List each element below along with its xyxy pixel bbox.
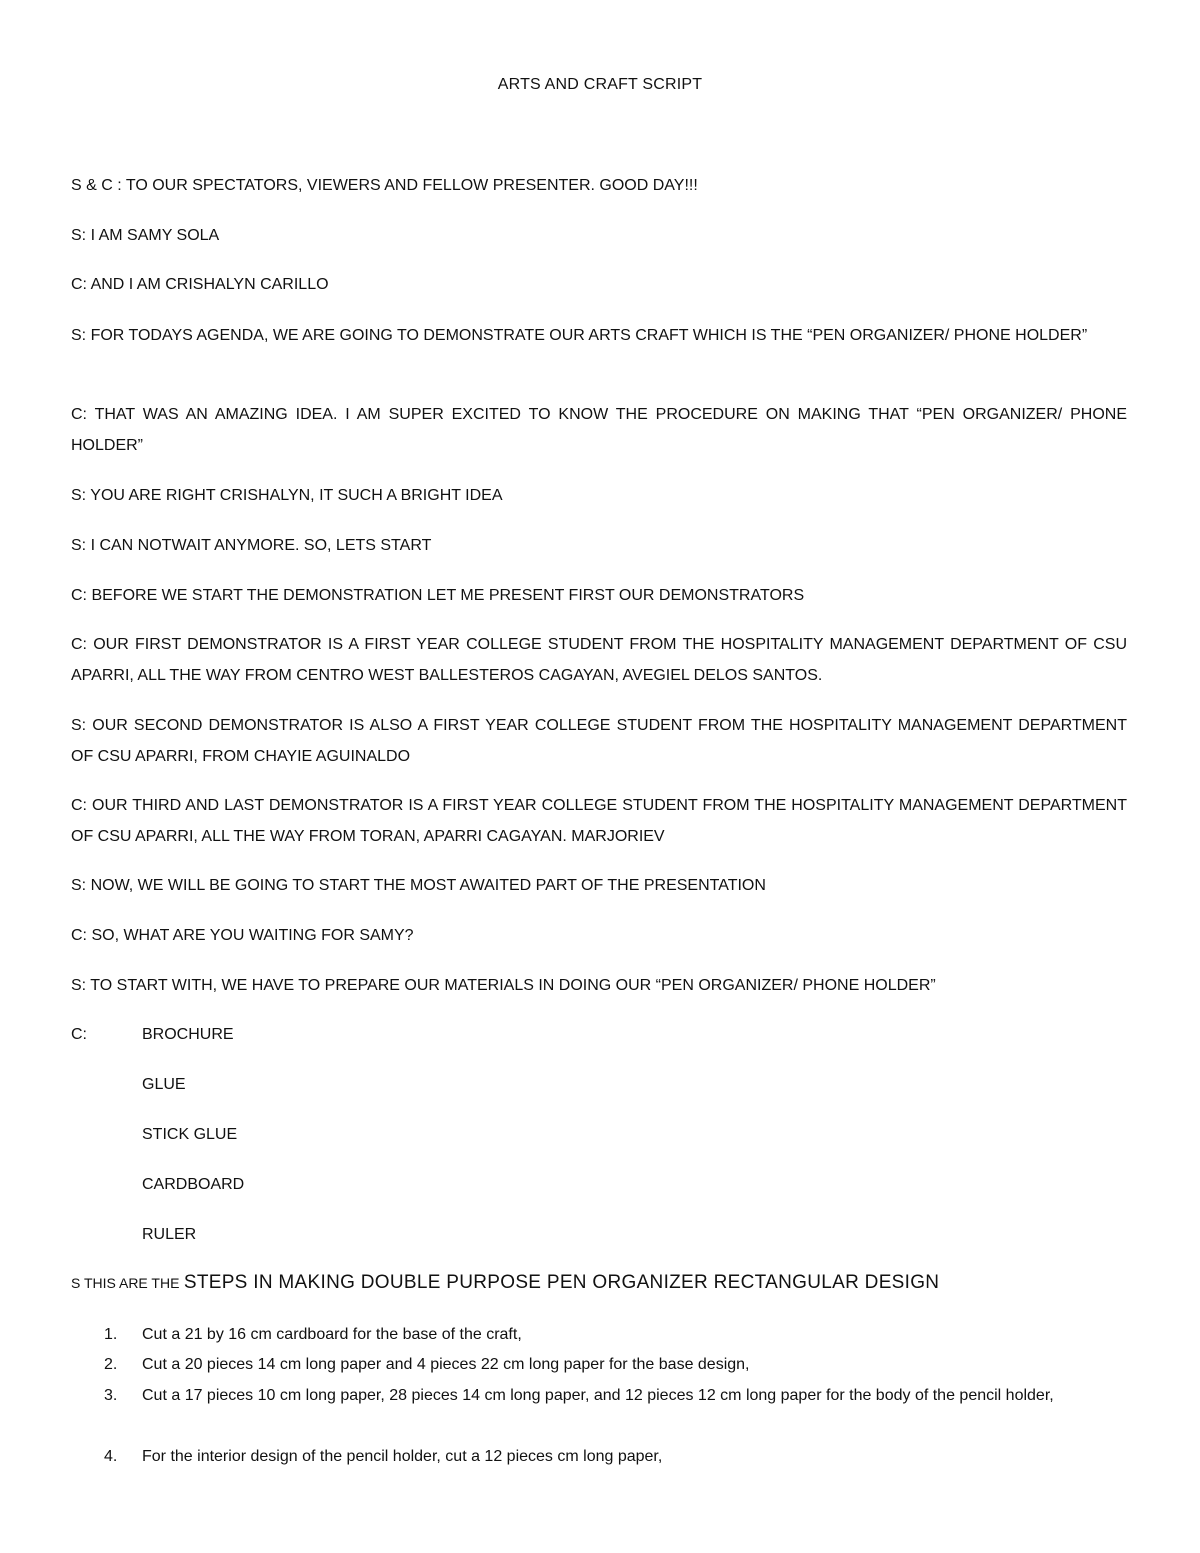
step-item bbox=[104, 1442, 1114, 1472]
materials-label: C: bbox=[71, 1026, 87, 1043]
script-line: C: SO, WHAT ARE YOU WAITING FOR SAMY? bbox=[71, 927, 414, 944]
script-line: S: NOW, WE WILL BE GOING TO START THE MOST AWAITED PART OF THE PRESENTATION bbox=[71, 877, 766, 894]
script-paragraph: S: FOR TODAYS AGENDA, WE ARE GOING TO DEMONSTRATE OUR ARTS CRAFT WHICH IS THE “PEN ORGANIZER/ PHONE HOLDER” bbox=[71, 327, 1088, 344]
material-item: BROCHURE bbox=[142, 1026, 234, 1043]
script-paragraph: C: OUR FIRST DEMONSTRATOR IS A FIRST YEAR COLLEGE STUDENT FROM THE HOSPITALITY MANAGEMENT DEPARTMENT OF CSU APARRI, ALL THE WAY FROM CENTRO WEST BALLESTEROS CAGAYAN, AVEGIEL DELOS SANTOS. bbox=[71, 636, 1127, 684]
step-item bbox=[104, 1320, 1114, 1350]
script-line: S: I CAN NOTWAIT ANYMORE. SO, LETS START bbox=[71, 537, 432, 554]
step-text: Cut a 20 pieces 14 cm long paper and 4 pieces 22 cm long paper for the base design, bbox=[142, 1356, 750, 1373]
step-number: 3. bbox=[104, 1387, 118, 1404]
step-item bbox=[104, 1381, 1114, 1411]
step-text: Cut a 17 pieces 10 cm long paper, 28 pieces 14 cm long paper, and 12 pieces 12 cm long paper for the body of the pencil holder, bbox=[142, 1387, 1054, 1404]
step-text: For the interior design of the pencil holder, cut a 12 pieces cm long paper, bbox=[142, 1448, 663, 1465]
material-item: STICK GLUE bbox=[142, 1126, 238, 1143]
step-number: 4. bbox=[104, 1448, 118, 1465]
steps-heading-prefix: S THIS ARE THE bbox=[71, 1275, 180, 1291]
material-item: CARDBOARD bbox=[142, 1176, 245, 1193]
script-line: C: BEFORE WE START THE DEMONSTRATION LET ME PRESENT FIRST OUR DEMONSTRATORS bbox=[71, 587, 805, 604]
script-paragraph: C: OUR THIRD AND LAST DEMONSTRATOR IS A FIRST YEAR COLLEGE STUDENT FROM THE HOSPITALITY MANAGEMENT DEPARTMENT OF CSU APARRI, ALL THE WAY FROM TORAN, APARRI CAGAYAN. MARJORIEV bbox=[71, 797, 1127, 845]
script-line: S & C : TO OUR SPECTATORS, VIEWERS AND FELLOW PRESENTER. GOOD DAY!!! bbox=[71, 177, 698, 194]
script-line: C: AND I AM CRISHALYN CARILLO bbox=[71, 276, 329, 293]
step-text: Cut a 21 by 16 cm cardboard for the base of the craft, bbox=[142, 1326, 522, 1343]
script-paragraph: S: OUR SECOND DEMONSTRATOR IS ALSO A FIRST YEAR COLLEGE STUDENT FROM THE HOSPITALITY MANAGEMENT DEPARTMENT OF CSU APARRI, FROM CHAYIE AGUINALDO bbox=[71, 717, 1127, 765]
material-item: RULER bbox=[142, 1226, 197, 1243]
page-title: ARTS AND CRAFT SCRIPT bbox=[497, 76, 703, 93]
script-paragraph: C: THAT WAS AN AMAZING IDEA. I AM SUPER EXCITED TO KNOW THE PROCEDURE ON MAKING THAT “PEN ORGANIZER/ PHONE HOLDER” bbox=[71, 406, 1127, 454]
script-line: S: TO START WITH, WE HAVE TO PREPARE OUR MATERIALS IN DOING OUR “PEN ORGANIZER/ PHONE HOLDER” bbox=[71, 977, 936, 994]
step-number: 1. bbox=[104, 1326, 118, 1343]
script-line: S: I AM SAMY SOLA bbox=[71, 227, 220, 244]
steps-heading bbox=[71, 1272, 939, 1294]
step-item bbox=[104, 1350, 1114, 1380]
steps-heading-title: STEPS IN MAKING DOUBLE PURPOSE PEN ORGANIZER RECTANGULAR DESIGN bbox=[183, 1272, 940, 1293]
step-number: 2. bbox=[104, 1356, 118, 1373]
material-item: GLUE bbox=[142, 1076, 186, 1093]
script-line: S: YOU ARE RIGHT CRISHALYN, IT SUCH A BRIGHT IDEA bbox=[71, 487, 503, 504]
